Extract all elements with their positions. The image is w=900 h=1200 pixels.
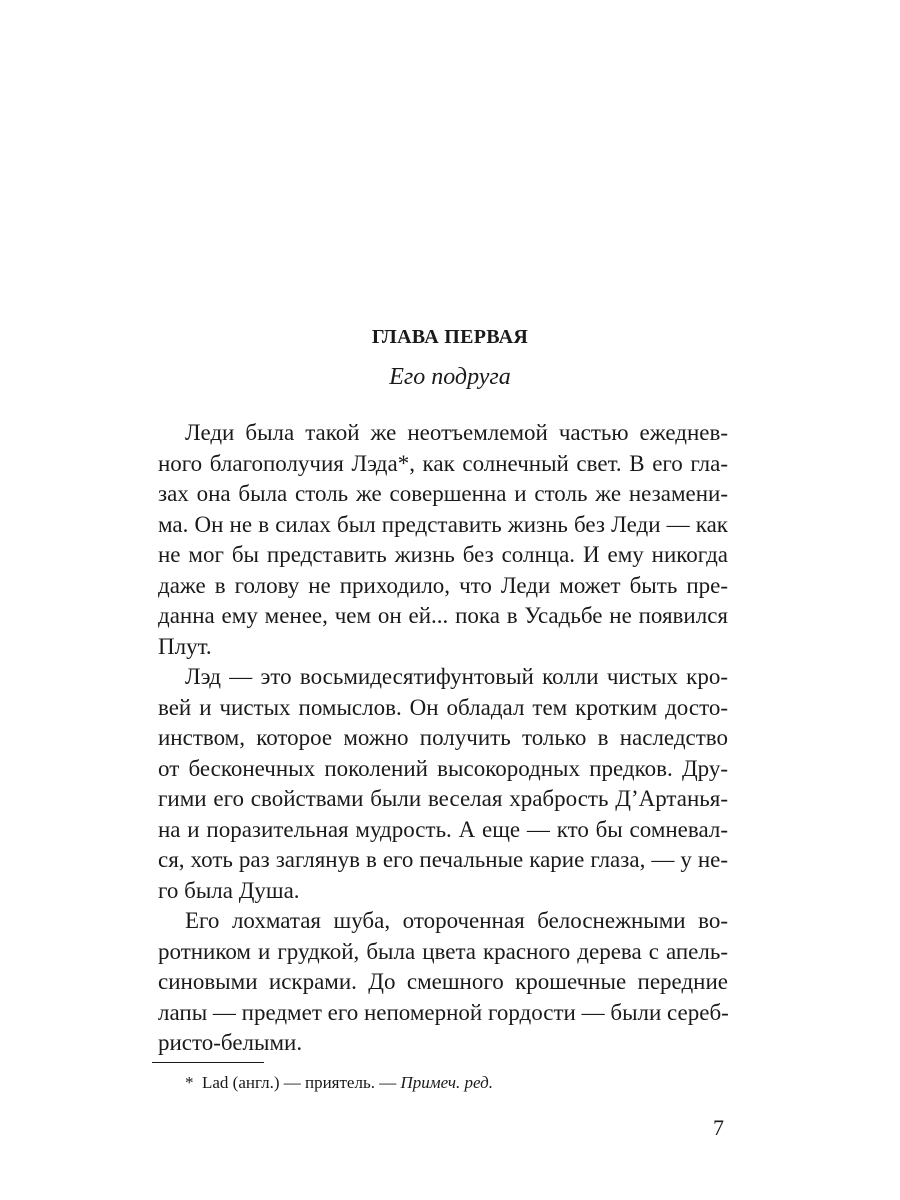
text-line: синовыми искрами. До смешного крошечные передние	[158, 969, 728, 994]
footnote	[185, 1073, 493, 1093]
text-line: ного благополучия Лэда*, как солнечный свет. В его гла-	[158, 450, 728, 476]
text-line: данна ему менее, чем он ей... пока в Усадьбе не появился	[158, 603, 728, 628]
text-line: го была Душа.	[158, 877, 300, 903]
text-line: инством, которое можно получить только в наследство	[158, 725, 728, 750]
text-line: Лэд — это восьмидесятифунтовый колли чистых кро-	[185, 664, 728, 689]
footnote-marker: *	[185, 1073, 194, 1092]
footnote-divider	[152, 1062, 264, 1063]
footnote-note: Примеч. ред.	[400, 1073, 493, 1092]
text-line: даже в голову не приходило, что Леди может быть пре-	[158, 572, 728, 598]
chapter-subtitle: Его подруга	[389, 364, 511, 390]
footnote-text: Lad (англ.) — приятель. —	[202, 1073, 397, 1092]
text-line: Леди была такой же неотъемлемой частью ежеднев-	[185, 420, 728, 445]
text-line: Плут.	[158, 633, 212, 659]
chapter-title: ГЛАВА ПЕРВАЯ	[371, 326, 529, 348]
text-line: зах она была столь же совершенна и столь же незамени-	[158, 481, 728, 506]
text-line: от бесконечных поколений высокородных предков. Дру-	[158, 755, 728, 781]
text-line: ротником и грудкой, была цвета красного дерева с апель-	[158, 938, 728, 964]
text-line: ся, хоть раз заглянув в его печальные карие глаза, — у не-	[158, 847, 728, 872]
text-line: ристо-белыми.	[158, 1030, 303, 1055]
text-line: на и поразительная мудрость. А еще — кто бы сомневал-	[158, 816, 728, 842]
body-text	[158, 418, 728, 1059]
text-line: гими его свойствами были веселая храбрость Д’Артанья-	[158, 786, 728, 811]
text-line: не мог бы представить жизнь без солнца. И ему никогда	[158, 542, 728, 567]
text-line: Его лохматая шуба, отороченная белоснежными во-	[185, 908, 728, 933]
text-line: лапы — предмет его непомерной гордости — были сереб-	[158, 999, 729, 1025]
page-number: 7	[713, 1115, 724, 1140]
text-line: вей и чистых помыслов. Он обладал тем кротким досто-	[158, 694, 728, 720]
text-line: ма. Он не в силах был представить жизнь без Леди — как	[158, 511, 728, 537]
